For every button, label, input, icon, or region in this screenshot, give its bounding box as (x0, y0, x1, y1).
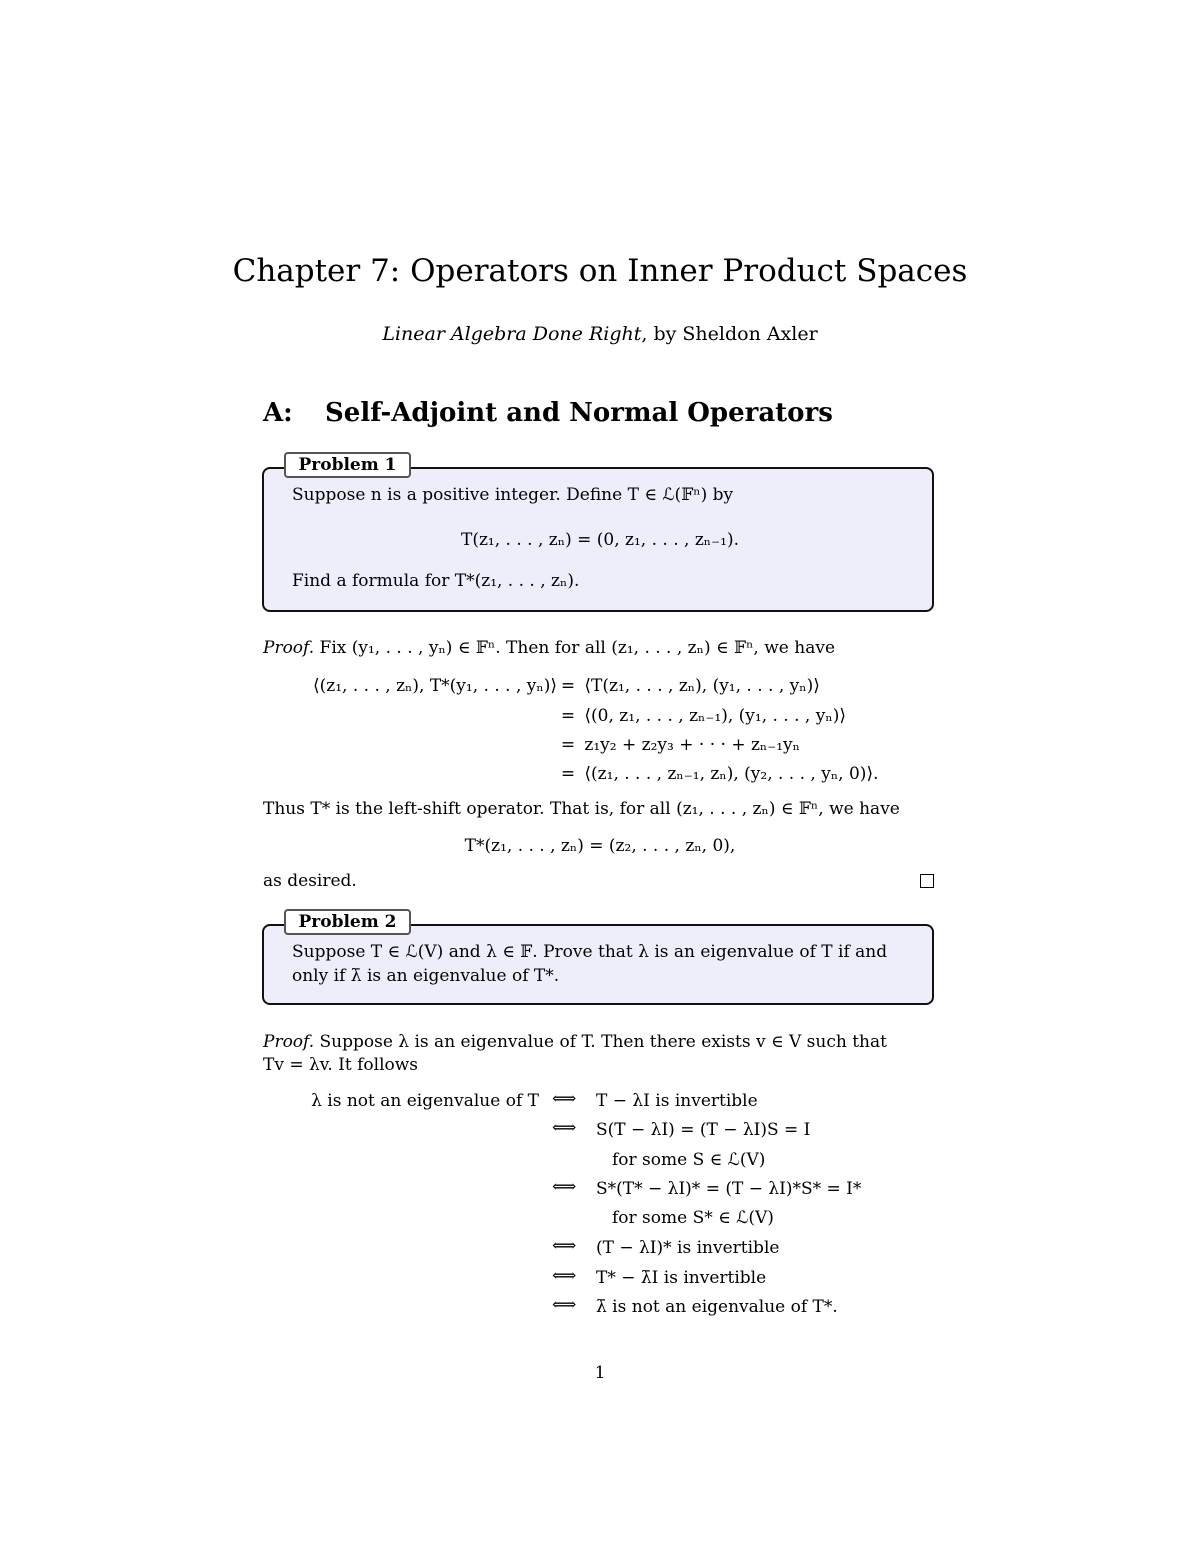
page-title: Chapter 7: Operators on Inner Product Spaces (232, 253, 968, 289)
qed-square-icon (920, 874, 934, 888)
proof-label: Proof. (263, 1032, 315, 1052)
proof-1-step-text: ⟨(z₁, . . . , zₙ₋₁, zₙ), (y₂, . . . , yₙ, 0)⟩. (584, 764, 879, 784)
proof-1-step-text: ⟨(0, z₁, . . . , zₙ₋₁), (y₁, . . . , yₙ)⟩ (584, 706, 846, 726)
section-heading (263, 398, 833, 428)
proof-1-step-text: ⟨T(z₁, . . . , zₙ), (y₁, . . . , yₙ)⟩ (584, 676, 820, 696)
proof-2-step: S*(T* − λI)* = (T − λI)*S* = I* (596, 1179, 862, 1199)
problem-1-label: Problem 1 (284, 452, 411, 478)
proof-2-step: for some S* ∈ ℒ(V) (612, 1208, 774, 1228)
page-number: 1 (594, 1363, 606, 1383)
book-title: Linear Algebra Done Right (382, 323, 642, 345)
proof-label: Proof. (263, 638, 315, 658)
proof-1-closing: as desired. (263, 871, 357, 891)
proof-1-result: T*(z₁, . . . , zₙ) = (z₂, . . . , zₙ, 0), (464, 836, 736, 856)
problem-2-statement: Suppose T ∈ ℒ(V) and λ ∈ 𝔽. Prove that λ is an eigenvalue of T if and (292, 942, 888, 962)
iff-icon: ⟺ (552, 1177, 577, 1197)
proof-2-intro-text: Suppose λ is an eigenvalue of T. Then there exists v ∈ V such that (314, 1032, 887, 1052)
section-title: Self-Adjoint and Normal Operators (325, 398, 833, 428)
iff-icon: ⟺ (552, 1236, 577, 1256)
problem-1-equation: T(z₁, . . . , zₙ) = (0, z₁, . . . , zₙ₋₁). (461, 530, 739, 550)
proof-2-step: (T − λI)* is invertible (596, 1238, 780, 1258)
proof-2-intro: Tv = λv. It follows (263, 1055, 419, 1075)
proof-1-lhs: ⟨(z₁, . . . , zₙ), T*(y₁, . . . , yₙ)⟩ (313, 676, 557, 696)
problem-2-label: Problem 2 (284, 909, 411, 935)
iff-icon: ⟺ (552, 1118, 577, 1138)
book-author: , by Sheldon Axler (641, 323, 818, 345)
iff-icon: ⟺ (552, 1295, 577, 1315)
proof-1-conclusion: Thus T* is the left-shift operator. That is, for all (z₁, . . . , zₙ) ∈ 𝔽ⁿ, we have (263, 799, 900, 819)
proof-2-intro (263, 1032, 935, 1052)
problem-1-question: Find a formula for T*(z₁, . . . , zₙ). (292, 571, 580, 591)
section-number: A: (263, 398, 293, 428)
problem-2-statement: only if λ̄ is an eigenvalue of T*. (292, 966, 560, 986)
iff-icon: ⟺ (552, 1089, 577, 1109)
problem-2-box (262, 924, 934, 1005)
proof-1-step: = ⟨T(z₁, . . . , zₙ), (y₁, . . . , yₙ)⟩ (560, 676, 820, 696)
proof-1-step: = z₁y₂ + z₂y₃ + · · · + zₙ₋₁yₙ (560, 735, 801, 755)
iff-icon: ⟺ (552, 1266, 577, 1286)
proof-2-step: S(T − λI) = (T − λI)S = I (596, 1120, 811, 1140)
proof-1-intro-text: Fix (y₁, . . . , yₙ) ∈ 𝔽ⁿ. Then for all (z₁, . . . , zₙ) ∈ 𝔽ⁿ, we have (314, 638, 835, 658)
proof-1-step-text: z₁y₂ + z₂y₃ + · · · + zₙ₋₁yₙ (584, 735, 801, 755)
proof-2-lhs: λ is not an eigenvalue of T (311, 1091, 539, 1111)
proof-2-step: T* − λ̄I is invertible (596, 1268, 767, 1288)
problem-1-statement: Suppose n is a positive integer. Define T ∈ ℒ(𝔽ⁿ) by (292, 485, 734, 505)
proof-2-step: for some S ∈ ℒ(V) (612, 1150, 766, 1170)
proof-2-step: λ̄ is not an eigenvalue of T*. (596, 1297, 838, 1317)
proof-2-step: T − λI is invertible (596, 1091, 758, 1111)
proof-1-step: = ⟨(0, z₁, . . . , zₙ₋₁), (y₁, . . . , yₙ)⟩ (560, 706, 846, 726)
subtitle (0, 323, 1200, 345)
proof-1-intro (263, 638, 835, 658)
proof-1-step: = ⟨(z₁, . . . , zₙ₋₁, zₙ), (y₂, . . . , yₙ, 0)⟩. (560, 764, 879, 784)
